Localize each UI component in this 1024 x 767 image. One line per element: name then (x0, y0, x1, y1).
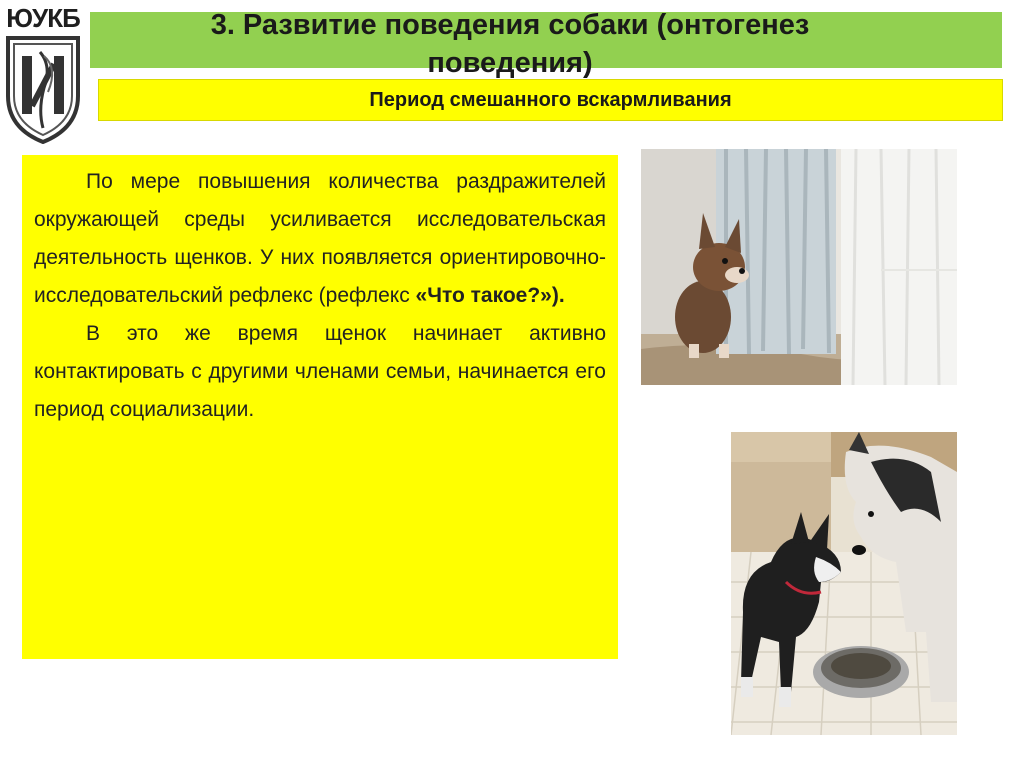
puppy-curtain-photo (641, 149, 957, 385)
content-textbox (22, 155, 618, 659)
husky-puppy-photo (731, 432, 957, 735)
paragraph-1-bold: «Что такое?»). (415, 284, 565, 307)
university-logo (0, 0, 86, 145)
subtitle-banner (98, 79, 1003, 121)
paragraph-1-text: По мере повышения количества раздражителей окружающей среды усиливается исследовательская деятельность щенков. У них появляется ориентировочно-исследовательский рефлекс (рефлекс (34, 170, 606, 307)
paragraph-1 (34, 163, 606, 315)
page-title: 3. Развитие поведения собаки (онтогенез поведения) (210, 9, 810, 79)
page-subtitle: Период смешанного вскармливания (369, 88, 732, 111)
logo-text: ЮУКБ (6, 3, 80, 33)
paragraph-2: В это же время щенок начинает активно контактировать с другими членами семьи, начинается его период социализации. (34, 322, 606, 421)
shield-icon (0, 36, 86, 144)
